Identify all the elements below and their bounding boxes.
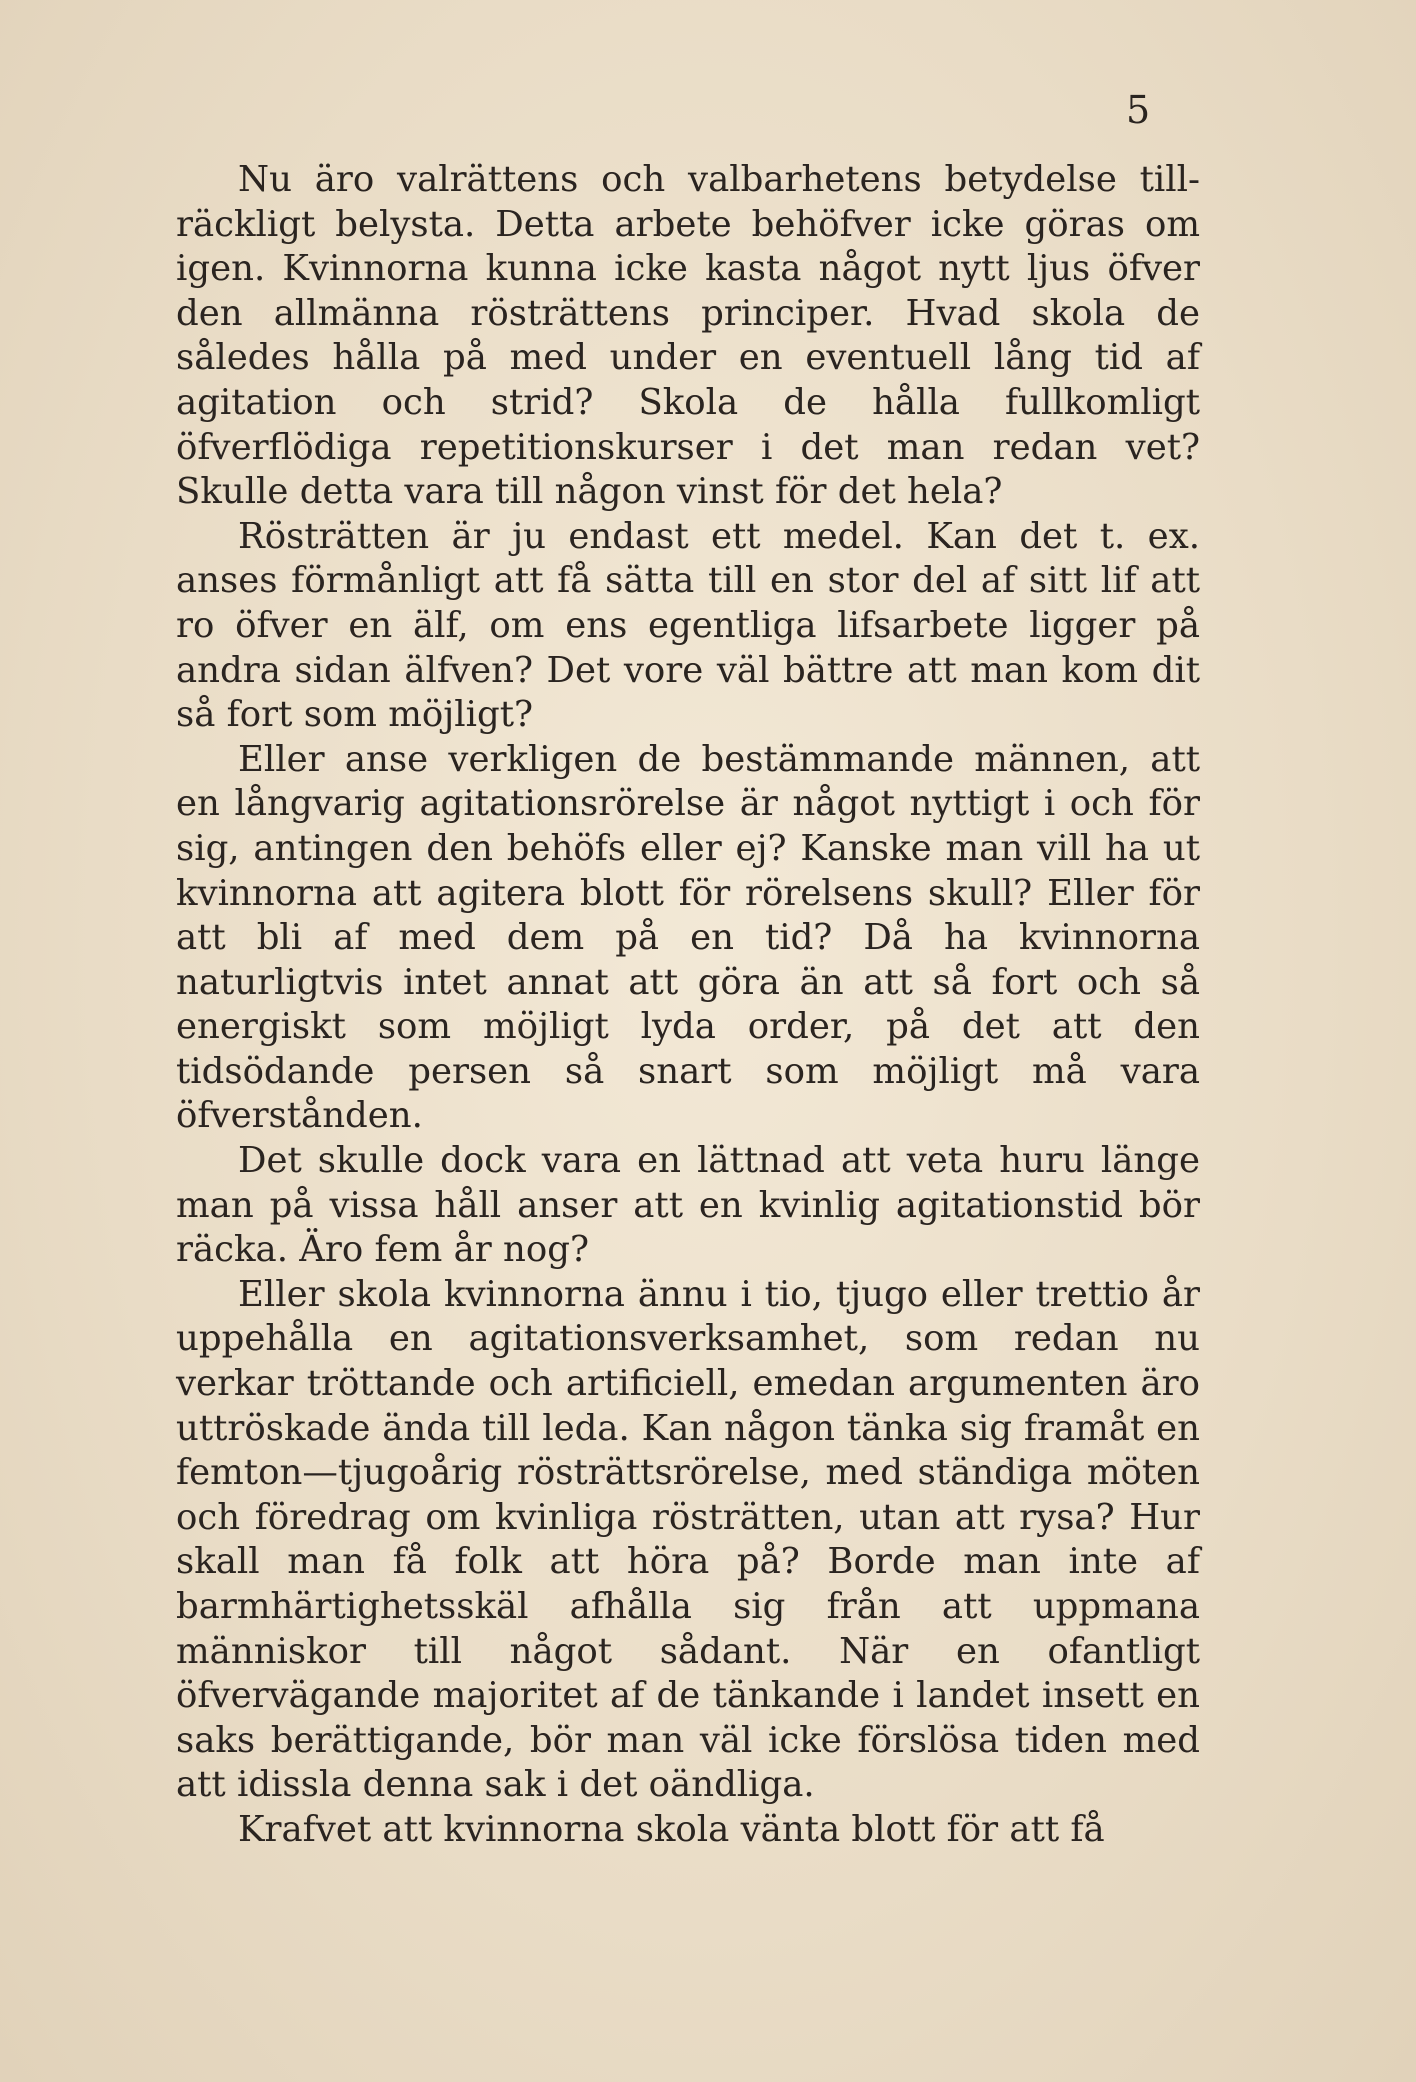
paragraph: Nu äro valrättens och valbarhetens betydelse tillräckligt belysta. Detta arbete behöfver icke göras om igen. Kvinnorna kunna icke kasta något nytt ljus öfver den allmänna rösträttens principer. Hvad skola de således hålla på med under en eventuell lång tid af agitation och strid? Skola de hålla fullkomligt öfverflödiga repetitionskurser i det man redan vet? Skulle detta vara till någon vinst för det hela? [176, 159, 1200, 513]
paragraph: Krafvet att kvinnorna skola vänta blott för att få [238, 1808, 1105, 1850]
paragraph: Rösträtten är ju endast ett medel. Kan det t. ex. anses förmånligt att få sätta till en stor del af sitt lif att ro öfver en älf, om ens egentliga lifsarbete ligger på andra sidan älfven? Det vore väl bättre att man kom dit så fort som möjligt? [176, 515, 1200, 736]
page-number: 5 [1126, 88, 1152, 132]
body-text [176, 158, 1200, 1853]
paragraph: Eller skola kvinnorna ännu i tio, tjugo eller trettio år uppehålla en agitationsverksamhet, som redan nu verkar tröttande och artificiell, emedan argumenten äro uttröskade ända till leda. Kan någon tänka sig framåt en femton—tjugoårig rösträttsrörelse, med ständiga möten och föredrag om kvinliga rösträtten, utan att rysa? Hur skall man få folk att höra på? Borde man inte af barmhärtighetsskäl afhålla sig från att uppmana människor till något sådant. När en ofantligt öfvervägande majoritet af de tänkande i landet insett en saks berättigande, bör man väl icke förslösa tiden med att idissla denna sak i det oändliga. [176, 1273, 1200, 1806]
paragraph: Det skulle dock vara en lättnad att veta huru länge man på vissa håll anser att en kvinlig agitationstid bör räcka. Äro fem år nog? [176, 1140, 1200, 1271]
paragraph: Eller anse verkligen de bestämmande männen, att en långvarig agitationsrörelse är något nyttigt i och för sig, antingen den behöfs eller ej? Kanske man vill ha ut kvinnorna att agitera blott för rörelsens skull? Eller för att bli af med dem på en tid? Då ha kvinnorna naturligtvis intet annat att göra än att så fort och så energiskt som möjligt lyda order, på det att den tidsödande persen så snart som möjligt må vara öfverstånden. [176, 738, 1200, 1137]
